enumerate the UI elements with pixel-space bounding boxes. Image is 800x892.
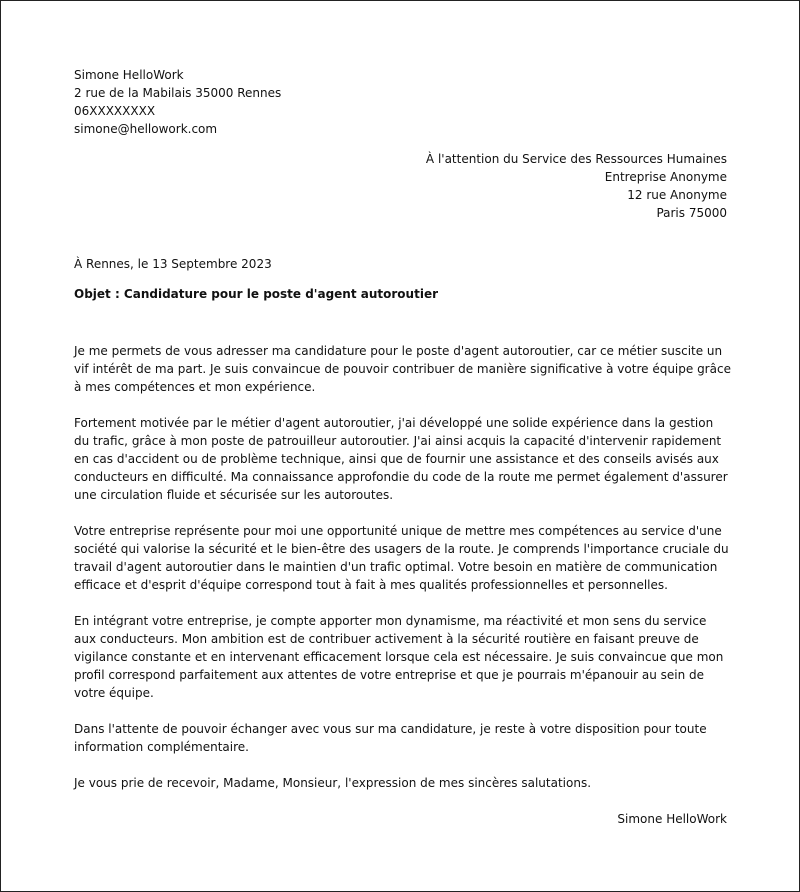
sender-name: Simone HelloWork <box>74 68 184 82</box>
letter-body <box>74 342 732 792</box>
paragraph-availability: Dans l'attente de pouvoir échanger avec vous sur ma candidature, je reste à votre disposition pour toute information complémentaire. <box>74 722 707 754</box>
sender-address: 2 rue de la Mabilais 35000 Rennes <box>74 86 282 100</box>
recipient-city: Paris 75000 <box>656 206 727 220</box>
paragraph-intro: Je me permets de vous adresser ma candidature pour le poste d'agent autoroutier, car ce métier suscite un vif intérêt de ma part. Je suis convaincue de pouvoir contribuer de manière significative à votre équipe grâce à mes compétences et mon expérience. <box>74 344 731 394</box>
subject-line: Objet : Candidature pour le poste d'agent autoroutier <box>74 287 438 301</box>
paragraph-contribution: En intégrant votre entreprise, je compte apporter mon dynamisme, ma réactivité et mon sens du service aux conducteurs. Mon ambition est de contribuer activement à la sécurité routière en faisant preuve de vigilance constante et en intervenant efficacement lorsque cela est nécessaire. Je suis convaincue que mon profil correspond parfaitement aux attentes de votre entreprise et que je pourrais m'épanouir au sein de votre équipe. <box>74 614 724 700</box>
recipient-company: Entreprise Anonyme <box>604 170 727 184</box>
sender-email: simone@hellowork.com <box>74 122 218 136</box>
sender-block <box>74 66 281 138</box>
recipient-street: 12 rue Anonyme <box>627 188 727 202</box>
paragraph-company: Votre entreprise représente pour moi une opportunité unique de mettre mes compétences au service d'une société qui valorise la sécurité et le bien-être des usagers de la route. Je comprends l'importance cruciale du travail d'agent autoroutier dans le maintien d'un trafic optimal. Votre besoin en matière de communication efficace et d'esprit d'équipe correspond tout à fait à mes qualités professionnelles et personnelles. <box>74 524 729 592</box>
paragraph-closing: Je vous prie de recevoir, Madame, Monsieur, l'expression de mes sincères salutations. <box>74 776 592 790</box>
paragraph-experience: Fortement motivée par le métier d'agent autoroutier, j'ai développé une solide expérience dans la gestion du trafic, grâce à mon poste de patrouilleur autoroutier. J'ai ainsi acquis la capacité d'intervenir rapidement en cas d'accident ou de problème technique, ainsi que de fournir une assistance et des conseils avisés aux conducteurs en difficulté. Ma connaissance approfondie du code de la route me permet également d'assurer une circulation fluide et sécurisée sur les autoroutes. <box>74 416 728 502</box>
recipient-attention: À l'attention du Service des Ressources Humaines <box>425 152 727 166</box>
date-line: À Rennes, le 13 Septembre 2023 <box>74 257 272 271</box>
recipient-block <box>426 150 727 222</box>
sender-phone: 06XXXXXXXX <box>74 104 156 118</box>
signature: Simone HelloWork <box>617 812 727 826</box>
